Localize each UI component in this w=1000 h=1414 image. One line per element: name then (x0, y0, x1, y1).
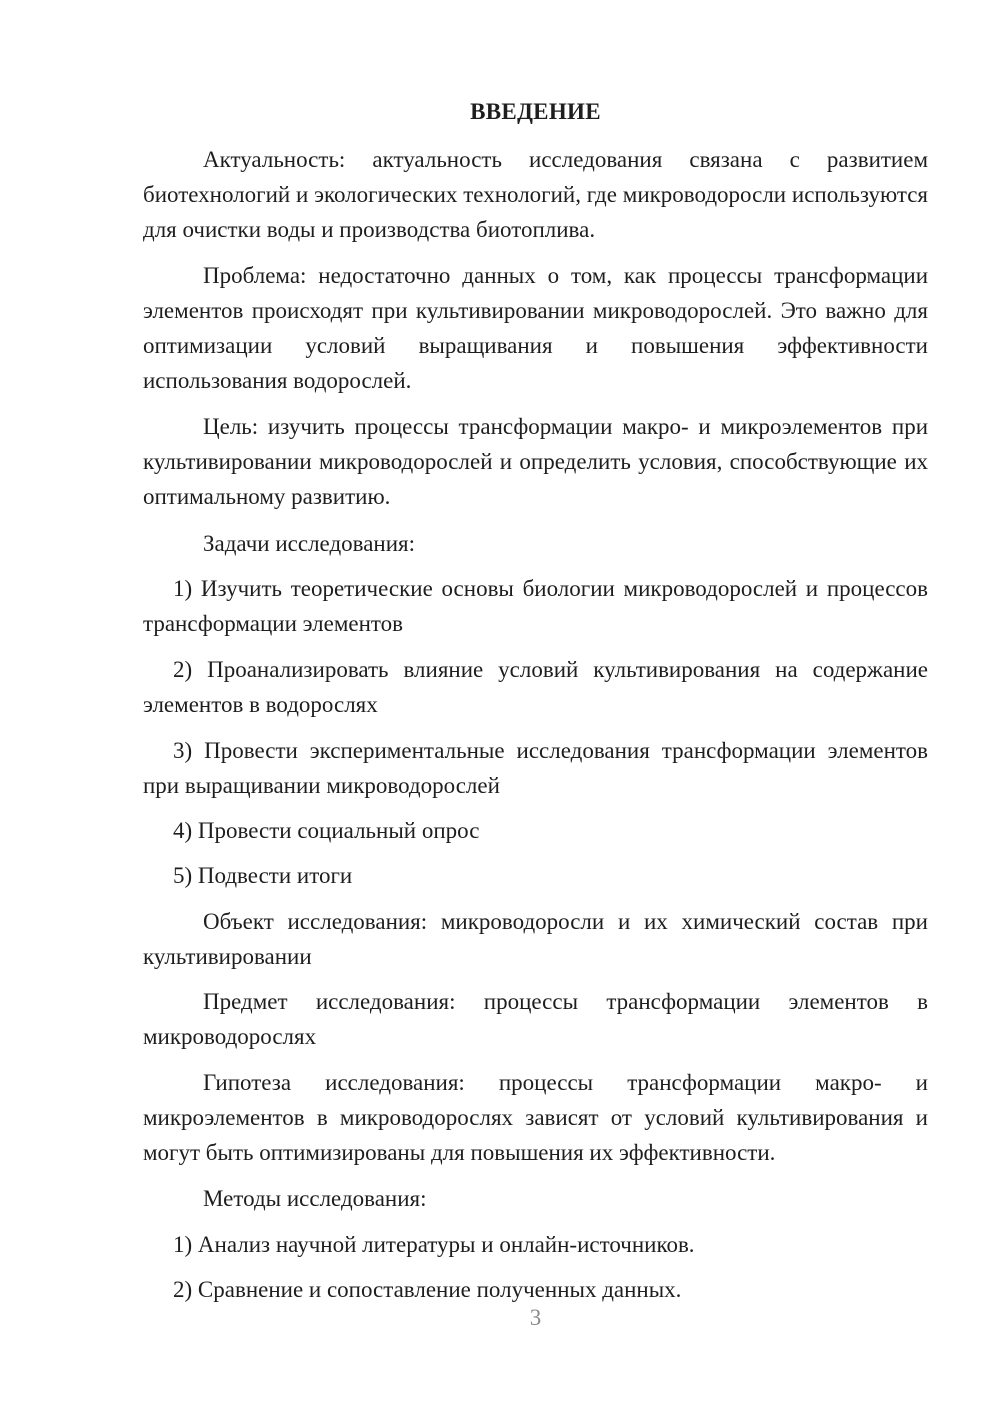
relevance-paragraph: Актуальность: актуальность исследования связана с развитием биотехнологий и экологических технологий, где микроводоросли используются для очистки воды и производства биотоплива. (143, 147, 928, 242)
task-item-2: 2) Проанализировать влияние условий культивирования на содержание элементов в водорослях (143, 657, 928, 717)
methods-heading: Методы исследования: (203, 1186, 427, 1211)
tasks-heading: Задачи исследования: (203, 531, 416, 556)
page-number: 3 (529, 1305, 542, 1330)
problem-paragraph: Проблема: недостаточно данных о том, как процессы трансформации элементов происходят при культивировании микроводорослей. Это важно для оптимизации условий выращивания и повышения эффективности использования водорослей. (143, 263, 928, 393)
object-paragraph: Объект исследования: микроводоросли и их химический состав при культивировании (143, 909, 928, 969)
goal-paragraph: Цель: изучить процессы трансформации макро- и микроэлементов при культивировании микроводорослей и определить условия, способствующие их оптимальному развитию. (143, 414, 928, 509)
section-heading: ВВЕДЕНИЕ (470, 99, 601, 124)
task-item-5: 5) Подвести итоги (173, 863, 353, 888)
subject-paragraph: Предмет исследования: процессы трансформации элементов в микроводорослях (143, 989, 928, 1049)
task-item-4: 4) Провести социальный опрос (173, 818, 480, 843)
hypothesis-paragraph: Гипотеза исследования: процессы трансформации макро- и микроэлементов в микроводорослях зависят от условий культивирования и могут быть оптимизированы для повышения их эффективности. (143, 1070, 928, 1165)
task-item-1: 1) Изучить теоретические основы биологии микроводорослей и процессов трансформации элементов (143, 576, 928, 636)
task-item-3: 3) Провести экспериментальные исследования трансформации элементов при выращивании микроводорослей (143, 738, 928, 798)
method-item-2: 2) Сравнение и сопоставление полученных данных. (173, 1277, 682, 1302)
method-item-1: 1) Анализ научной литературы и онлайн-источников. (173, 1232, 695, 1257)
